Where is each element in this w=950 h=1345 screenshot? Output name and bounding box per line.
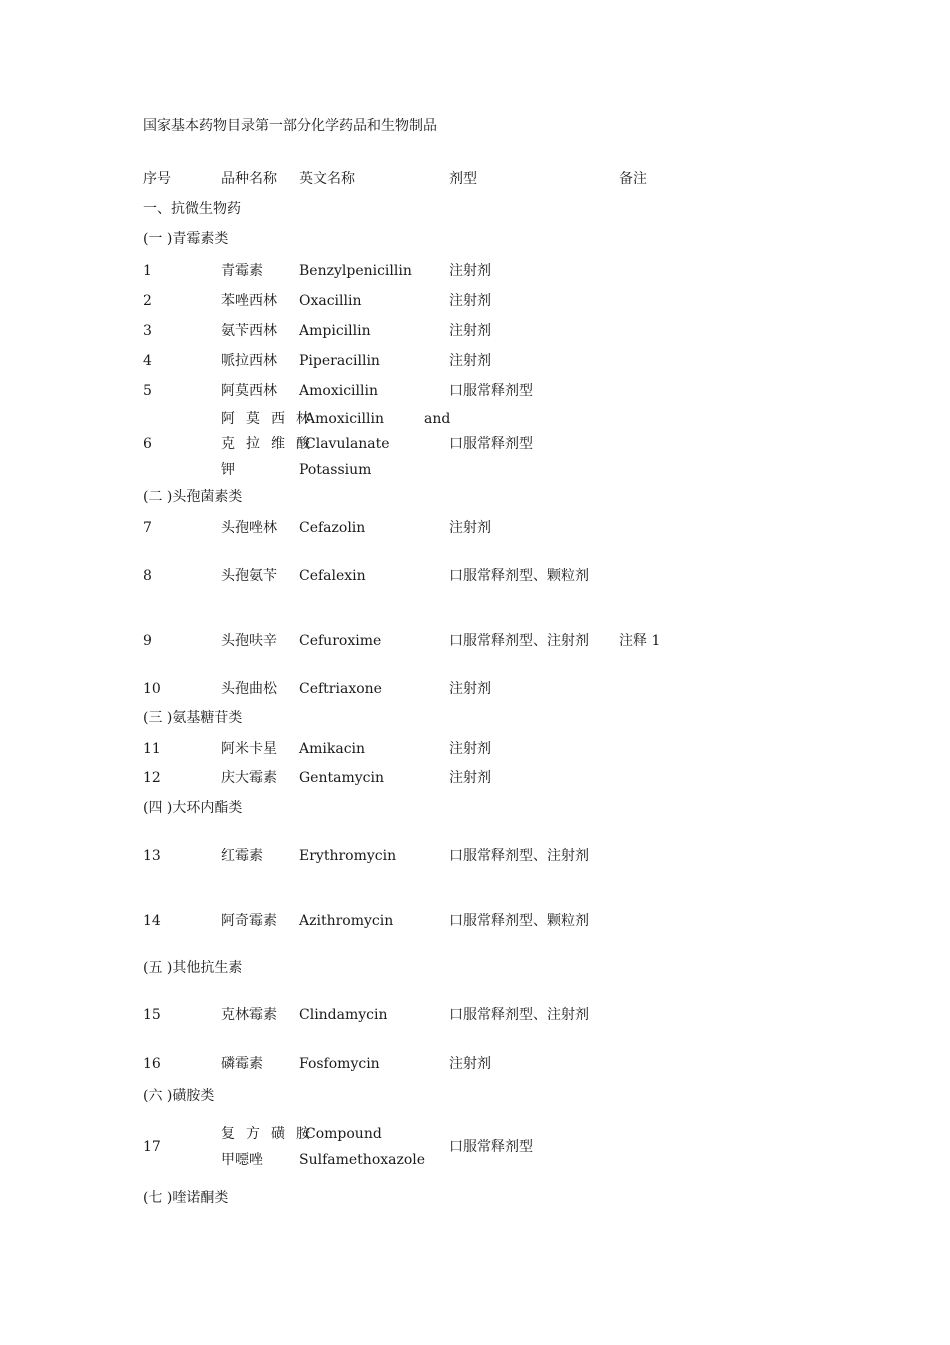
cell-name: 克林霉素 [221, 1007, 277, 1023]
cell-form: 注射剂 [449, 770, 491, 786]
cell-form: 注射剂 [449, 353, 491, 369]
cell-name: 磷霉素 [221, 1056, 263, 1072]
cell-form: 注射剂 [449, 263, 491, 279]
cell-no: 7 [143, 520, 152, 536]
header-note: 备注 [619, 171, 647, 187]
cell-en: Erythromycin [299, 848, 397, 864]
cell-en-line: Compound [305, 1126, 382, 1142]
cell-name-line: 克拉维酸 [221, 436, 321, 452]
cell-form: 注射剂 [449, 520, 491, 536]
cell-form: 口服常释剂型、颗粒剂 [449, 913, 589, 929]
cell-no: 4 [143, 353, 152, 369]
cell-en: Fosfomycin [299, 1056, 380, 1072]
cell-name: 头孢氨苄 [221, 568, 277, 584]
cell-note: 注释 1 [619, 633, 661, 649]
section-heading: (六 )磺胺类 [143, 1088, 215, 1104]
cell-form: 注射剂 [449, 293, 491, 309]
cell-no: 2 [143, 293, 152, 309]
cell-en: Piperacillin [299, 353, 380, 369]
section-heading: (一 )青霉素类 [143, 231, 229, 247]
cell-no: 6 [143, 436, 152, 452]
cell-name: 阿莫西林 [221, 383, 277, 399]
cell-form: 口服常释剂型、注射剂 [449, 633, 589, 649]
cell-en: Gentamycin [299, 770, 384, 786]
header-en: 英文名称 [299, 171, 355, 187]
cell-no: 8 [143, 568, 152, 584]
category-heading: 一、抗微生物药 [143, 201, 241, 217]
cell-name: 头孢呋辛 [221, 633, 277, 649]
cell-form: 注射剂 [449, 741, 491, 757]
section-heading: (七 )喹诺酮类 [143, 1190, 229, 1206]
header-no: 序号 [143, 171, 171, 187]
cell-no: 9 [143, 633, 152, 649]
cell-no: 15 [143, 1007, 161, 1023]
cell-name: 阿奇霉素 [221, 913, 277, 929]
cell-no: 17 [143, 1139, 161, 1155]
cell-name-line: 钾 [221, 462, 235, 478]
cell-name: 庆大霉素 [221, 770, 277, 786]
cell-en-line: Amoxicillin [305, 411, 384, 427]
header-name: 品种名称 [221, 171, 277, 187]
cell-form: 口服常释剂型 [449, 383, 533, 399]
cell-en: Azithromycin [299, 913, 394, 929]
cell-form: 口服常释剂型、注射剂 [449, 1007, 589, 1023]
cell-no: 13 [143, 848, 161, 864]
cell-name: 哌拉西林 [221, 353, 277, 369]
cell-en: Ampicillin [299, 323, 371, 339]
cell-form: 注射剂 [449, 1056, 491, 1072]
cell-name: 头孢唑林 [221, 520, 277, 536]
cell-en: Amoxicillin [299, 383, 378, 399]
cell-name-line: 复方磺胺 [221, 1126, 321, 1142]
cell-form: 口服常释剂型 [449, 436, 533, 452]
cell-name-line: 阿莫西林 [221, 411, 321, 427]
cell-en: Cefalexin [299, 568, 366, 584]
cell-form: 注射剂 [449, 681, 491, 697]
cell-no: 3 [143, 323, 152, 339]
cell-name-line: 甲噁唑 [221, 1152, 263, 1168]
cell-en: Benzylpenicillin [299, 263, 412, 279]
cell-form: 口服常释剂型、颗粒剂 [449, 568, 589, 584]
cell-no: 16 [143, 1056, 161, 1072]
section-heading: (四 )大环内酯类 [143, 800, 243, 816]
cell-en: Cefazolin [299, 520, 366, 536]
cell-no: 5 [143, 383, 152, 399]
cell-no: 10 [143, 681, 161, 697]
cell-en-and: and [424, 411, 451, 427]
header-form: 剂型 [449, 171, 477, 187]
cell-no: 12 [143, 770, 161, 786]
cell-no: 14 [143, 913, 161, 929]
cell-no: 1 [143, 263, 152, 279]
cell-en: Amikacin [299, 741, 366, 757]
cell-en: Cefuroxime [299, 633, 382, 649]
section-heading: (五 )其他抗生素 [143, 960, 243, 976]
cell-en-line: Sulfamethoxazole [299, 1152, 426, 1168]
cell-form: 口服常释剂型、注射剂 [449, 848, 589, 864]
section-heading: (二 )头孢菌素类 [143, 489, 243, 505]
cell-name: 头孢曲松 [221, 681, 277, 697]
cell-name: 氨苄西林 [221, 323, 277, 339]
cell-name: 苯唑西林 [221, 293, 277, 309]
cell-no: 11 [143, 741, 161, 757]
cell-form: 注射剂 [449, 323, 491, 339]
section-heading: (三 )氨基糖苷类 [143, 710, 243, 726]
document-title: 国家基本药物目录第一部分化学药品和生物制品 [143, 118, 437, 134]
cell-en: Ceftriaxone [299, 681, 382, 697]
cell-name: 红霉素 [221, 848, 263, 864]
cell-en: Oxacillin [299, 293, 362, 309]
cell-name: 青霉素 [221, 263, 263, 279]
cell-en-line: Potassium [299, 462, 372, 478]
cell-name: 阿米卡星 [221, 741, 277, 757]
cell-en: Clindamycin [299, 1007, 388, 1023]
cell-en-line: Clavulanate [305, 436, 390, 452]
cell-form: 口服常释剂型 [449, 1139, 533, 1155]
